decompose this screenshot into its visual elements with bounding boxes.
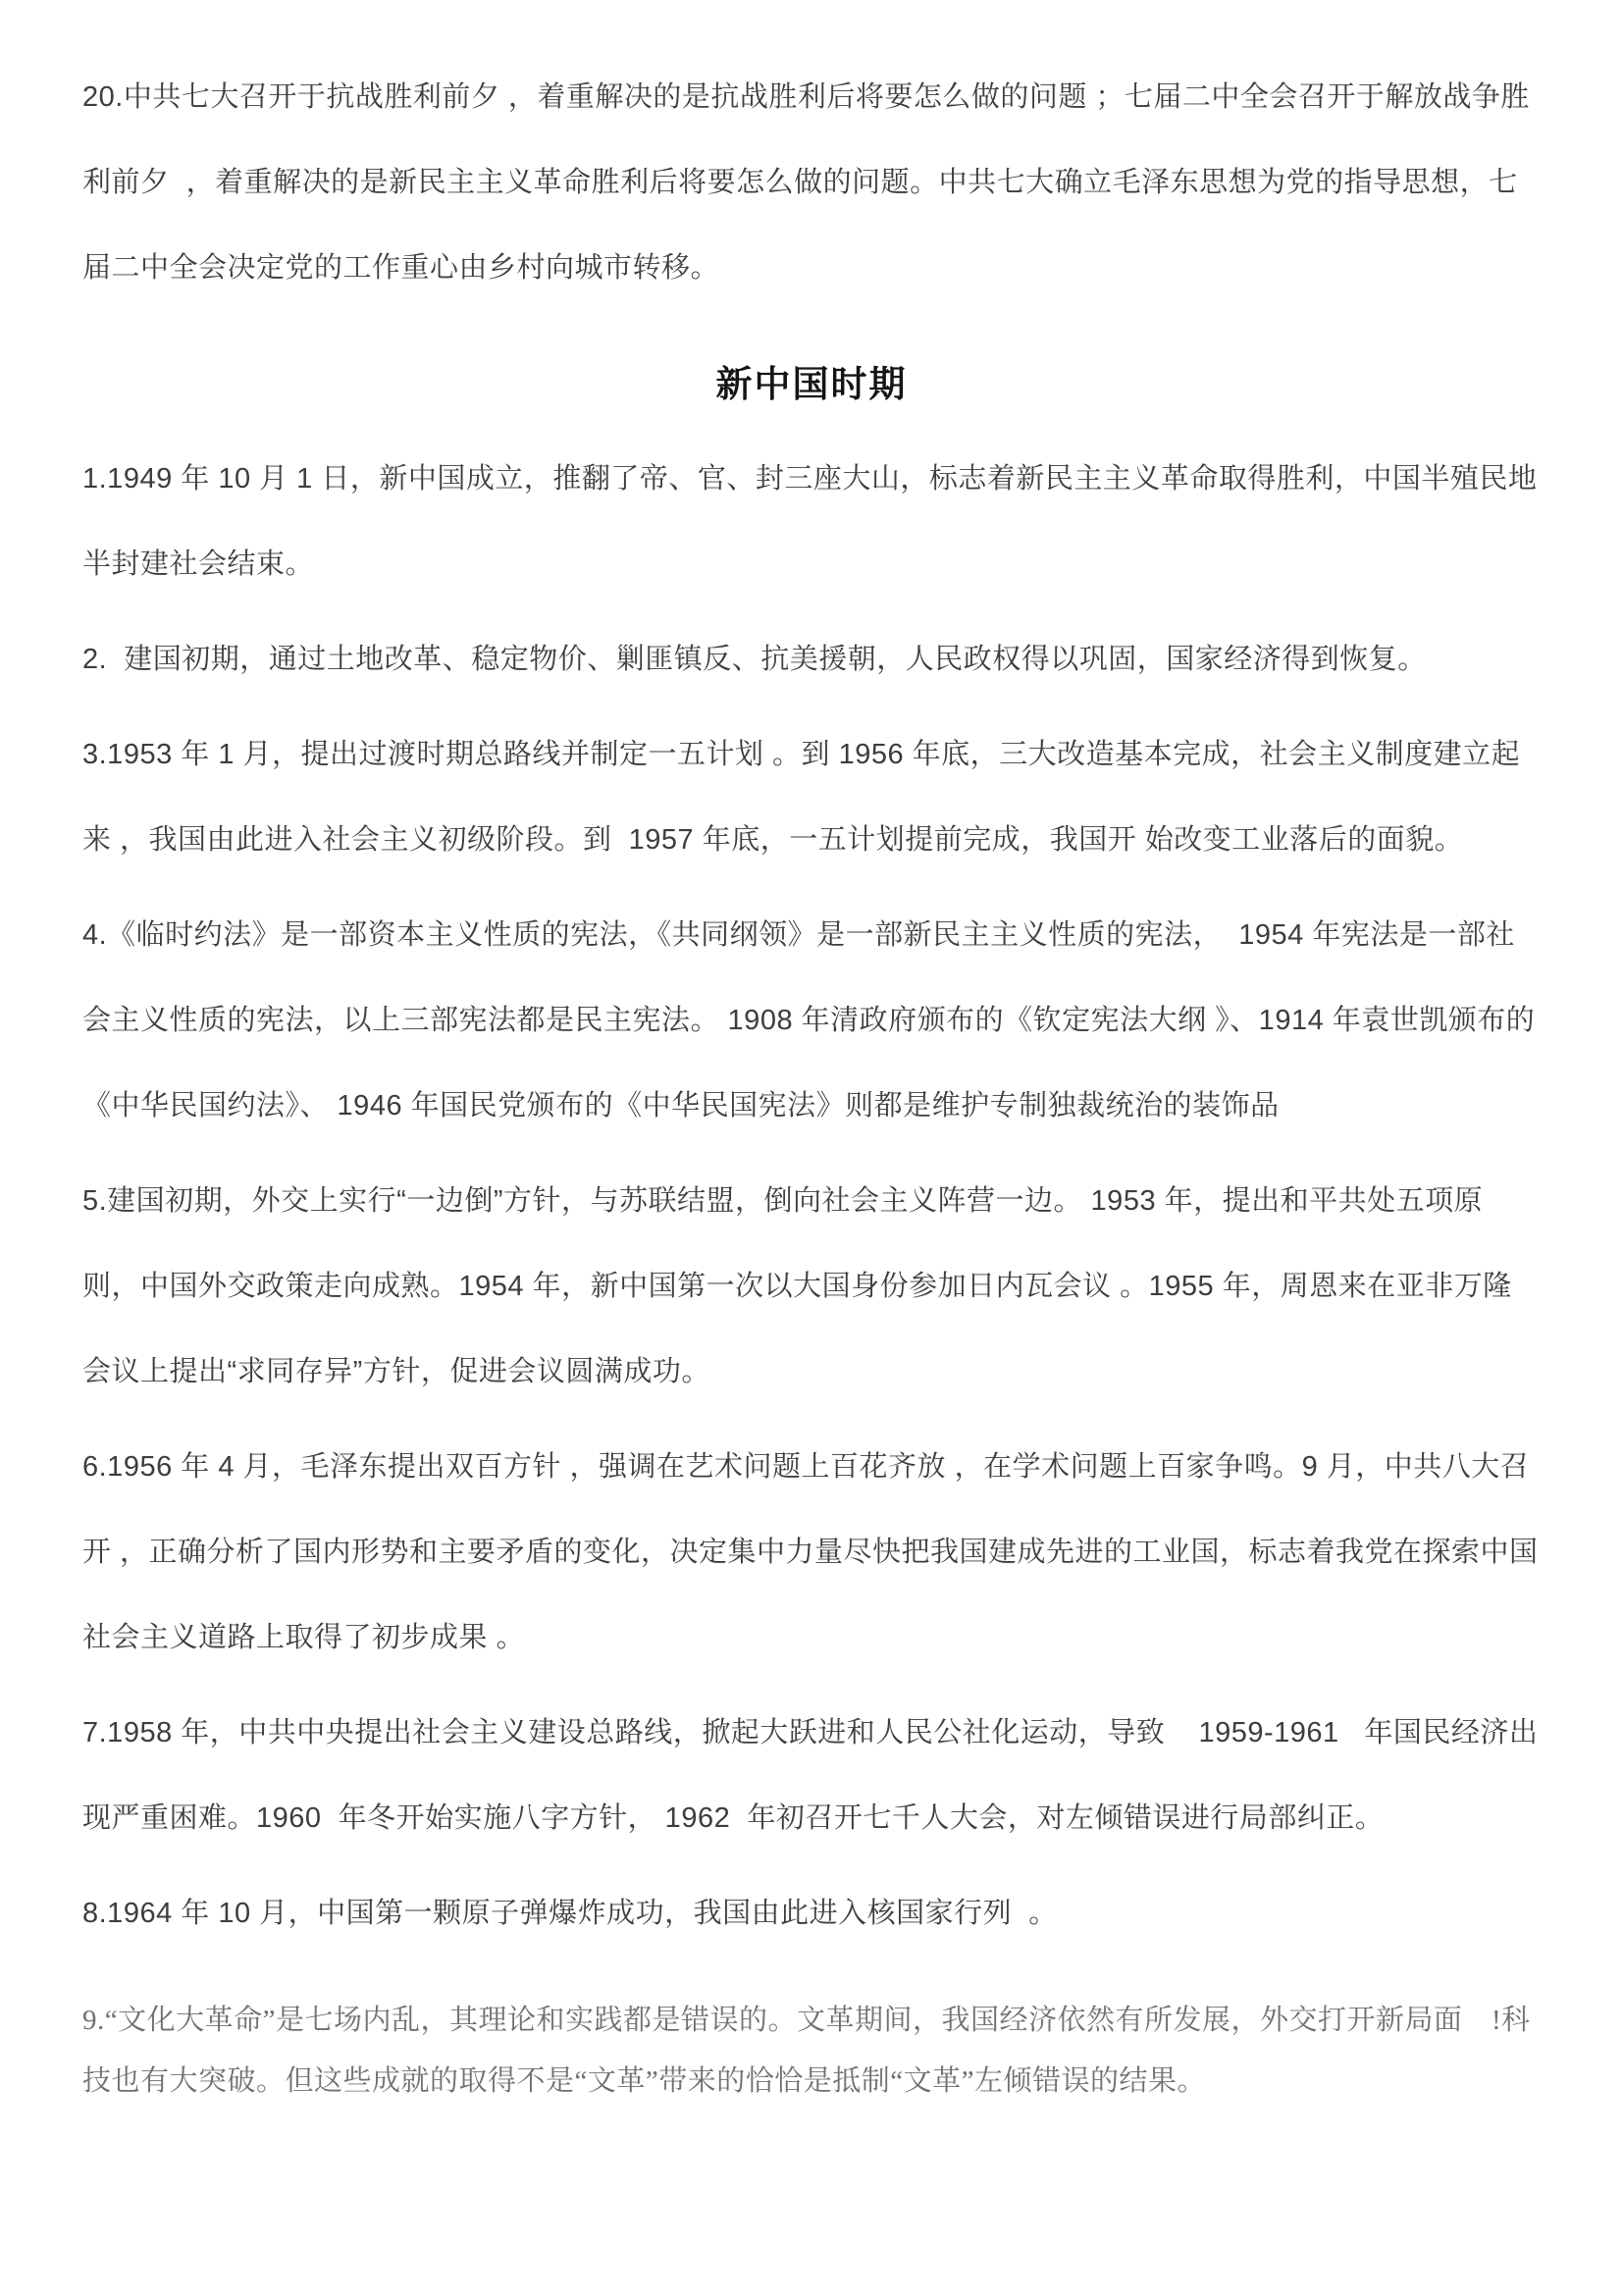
section-heading-new-china-period: 新中国时期 xyxy=(715,364,908,404)
paragraph-8: 8.1964 年 10 月，中国第一颗原子弹爆炸成功，我国由此进入核国家行列 。 xyxy=(82,1898,1058,1929)
paragraph-4: 4.《临时约法》是一部资本主义性质的宪法，《共同纲领》是一部新民主主义性质的宪法， 1954 年宪法是一部社会主义性质的宪法，以上三部宪法都是民主宪法。 1908 年清政府颁布的《钦定宪法大纲 》、1914 年袁世凯颁布的《中华民国约法》、 1946 年国民党颁布的《中华民国宪法》则都是维护专制独裁统治的装饰品 xyxy=(82,919,1536,1122)
paragraph-20: 20.中共七大召开于抗战胜利前夕 ，着重解决的是抗战胜利后将要怎么做的问题 ；七届二中全会召开于解放战争胜利前夕 ，着重解决的是新民主主义革命胜利后将要怎么做的问题。中共七大确立毛泽东思想为党的指导思想，七届二中全会决定党的工作重心由乡村向城市转移。 xyxy=(82,81,1530,284)
paragraph-9: 9.“文化大革命”是七场内乱，其理论和实践都是错误的。文革期间，我国经济依然有所发展，外交打开新局面 !科技也有大突破。但这些成就的取得不是“文革”带来的恰恰是抵制“文革”左倾错误的结果。 xyxy=(82,2005,1531,2097)
paragraph-7: 7.1958 年，中共中央提出社会主义建设总路线，掀起大跃进和人民公社化运动，导致 1959-1961 年国民经济出现严重困难。1960 年冬开始实施八字方针， 1962 年初召开七千人大会，对左倾错误进行局部纠正。 xyxy=(82,1717,1539,1834)
paragraph-3: 3.1953 年 1 月，提出过渡时期总路线并制定一五计划 。到 1956 年底，三大改造基本完成，社会主义制度建立起来 ，我国由此进入社会主义初级阶段。到 1957 年底，一五计划提前完成，我国开 始改变工业落后的面貌。 xyxy=(82,739,1521,856)
paragraph-2: 2. 建国初期，通过土地改革、稳定物价、剿匪镇反、抗美援朝，人民政权得以巩固，国家经济得到恢复。 xyxy=(82,644,1427,675)
paragraph-1: 1.1949 年 10 月 1 日，新中国成立，推翻了帝、官、封三座大山，标志着新民主主义革命取得胜利，中国半殖民地半封建社会结束。 xyxy=(82,463,1538,580)
paragraph-5: 5.建国初期，外交上实行“一边倒”方针，与苏联结盟，倒向社会主义阵营一边。 1953 年，提出和平共处五项原则，中国外交政策走向成熟。1954 年，新中国第一次以大国身份参加日内瓦会议 。1955 年，周恩来在亚非万隆会议上提出“求同存异”方针，促进会议圆满成功。 xyxy=(82,1185,1512,1387)
paragraph-6: 6.1956 年 4 月，毛泽东提出双百方针 ，强调在艺术问题上百花齐放 ，在学术问题上百家争鸣。9 月，中共八大召开 ，正确分析了国内形势和主要矛盾的变化，决定集中力量尽快把我国建成先进的工业国，标志着我党在探索中国社会主义道路上取得了初步成果 。 xyxy=(82,1451,1539,1653)
